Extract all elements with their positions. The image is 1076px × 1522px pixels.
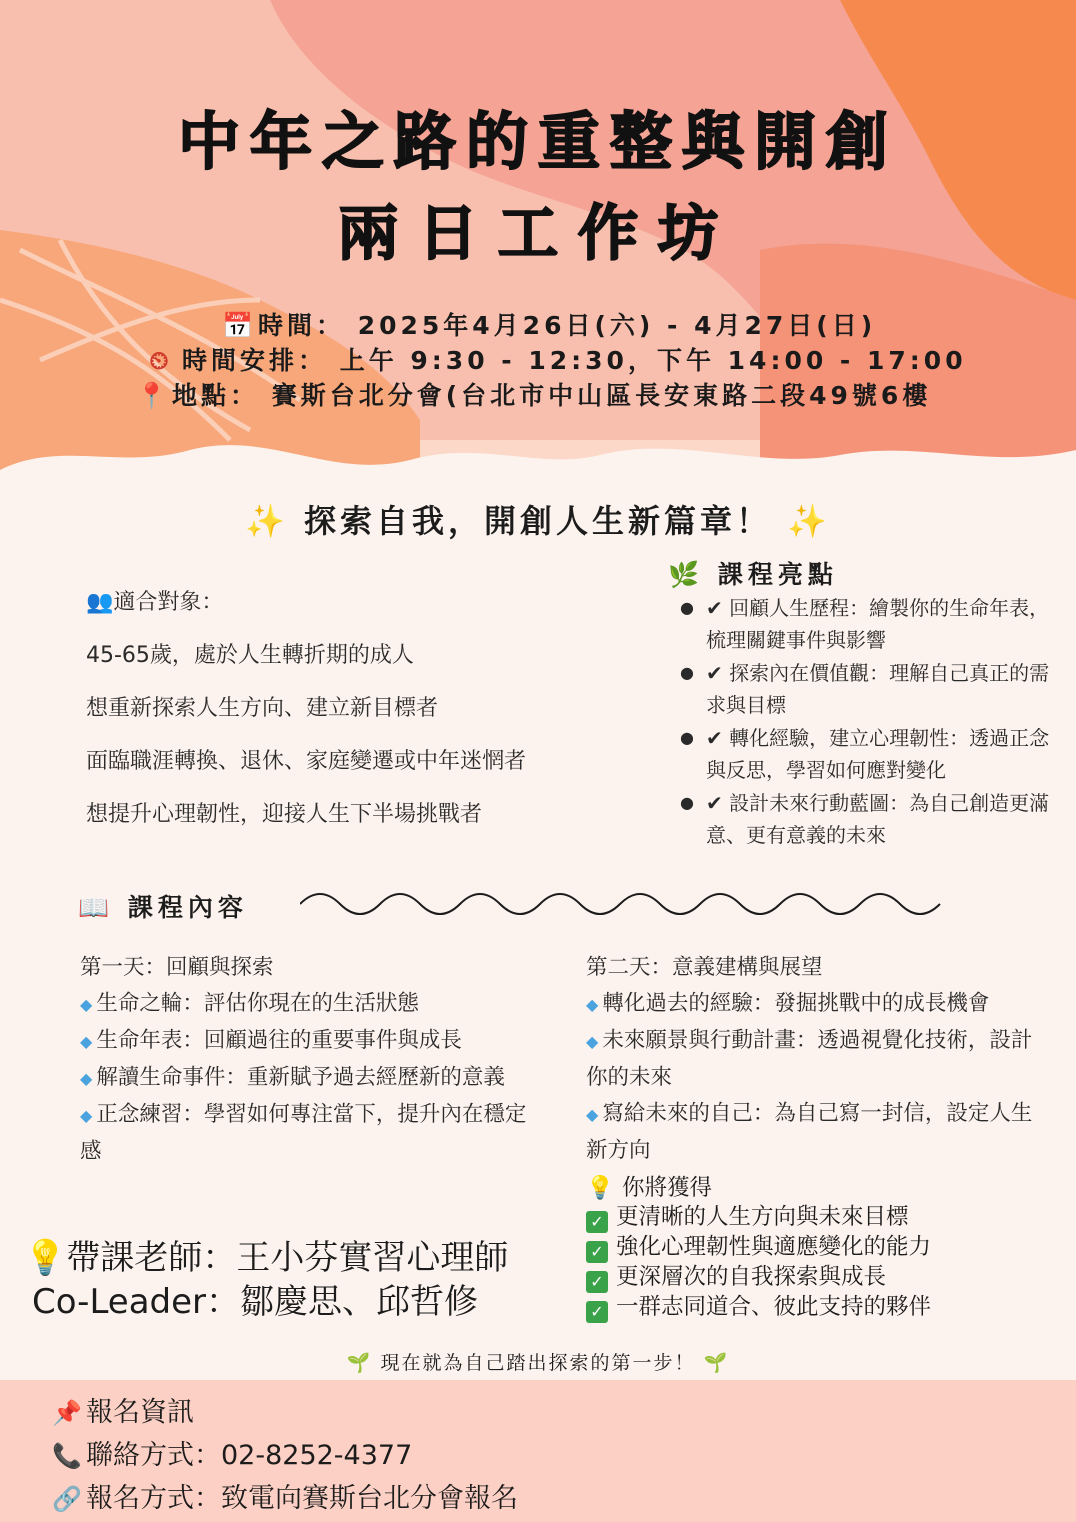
diamond-icon: ◆ <box>80 1069 93 1088</box>
content-heading-text: 課程內容 <box>127 893 248 922</box>
registration-heading <box>52 1390 194 1429</box>
audience-item: 45-65歲，處於人生轉折期的成人 <box>86 643 414 668</box>
calendar-icon: 📅 <box>222 311 254 340</box>
gain-item-text: 一群志同道合、彼此支持的夥伴 <box>616 1294 932 1320</box>
day2-title: 第二天：意義建構與展望 <box>586 955 823 980</box>
diamond-icon: ◆ <box>586 1105 599 1124</box>
leaf-icon: 🌿 <box>668 560 705 589</box>
sparkle-icon: ✨ <box>245 502 289 540</box>
highlight-text: ✔ 探索內在價值觀：理解自己真正的需求與目標 <box>706 661 1050 717</box>
day1-item <box>80 1060 540 1097</box>
highlight-item: ● ✔ 轉化經驗，建立心理韌性：透過正念與反思，學習如何應對變化 <box>680 722 1050 786</box>
diamond-icon: ◆ <box>80 995 93 1014</box>
highlight-item: ● ✔ 回顧人生歷程：繪製你的生命年表，梳理關鍵事件與影響 <box>680 592 1050 656</box>
audience-item: 面臨職涯轉換、退休、家庭變遷或中年迷惘者 <box>86 749 527 774</box>
highlight-item: ● ✔ 探索內在價值觀：理解自己真正的需求與目標 <box>680 657 1050 721</box>
contact-line <box>52 1433 412 1472</box>
diamond-icon: ◆ <box>80 1032 93 1051</box>
people-icon: 👥 <box>86 590 114 615</box>
gains-block <box>586 1174 931 1323</box>
sprout-icon: 🌱 <box>703 1352 730 1374</box>
co-leader-line: Co-Leader：鄒慶思、邱哲修 <box>32 1282 479 1322</box>
day1-item-text: 解讀生命事件：重新賦予過去經歷新的意義 <box>96 1065 505 1090</box>
page-title-line2: 兩日工作坊 <box>338 199 738 269</box>
event-schedule-text: 時間安排： 上午 9:30 - 12:30，下午 14:00 - 17:00 <box>182 346 967 375</box>
day1-block <box>80 950 540 1170</box>
slogan-text: 探索自我，開創人生新篇章！ <box>303 502 772 540</box>
gains-heading-text: 你將獲得 <box>622 1175 713 1201</box>
event-date-text: 時間： 2025年4月26日(六) - 4月27日(日) <box>258 311 877 340</box>
day1-item <box>80 1097 540 1170</box>
content-heading <box>78 888 248 924</box>
highlights-heading-text: 課程亮點 <box>717 560 838 589</box>
event-date <box>222 306 876 342</box>
checkbox-icon: ✓ <box>586 1301 608 1323</box>
registration-heading-text: 報名資訊 <box>86 1397 194 1428</box>
day1-item <box>80 1023 540 1060</box>
day1-item <box>80 986 540 1023</box>
day2-item <box>586 986 1046 1023</box>
diamond-icon: ◆ <box>80 1106 93 1125</box>
event-location <box>136 376 931 412</box>
audience-item: 想提升心理韌性，迎接人生下半場挑戰者 <box>86 802 483 827</box>
lightbulb-icon: 💡 <box>586 1175 615 1201</box>
phone-icon: 📞 <box>52 1442 82 1470</box>
sprout-icon: 🌱 <box>346 1352 373 1374</box>
highlight-text: ✔ 設計未來行動藍圖：為自己創造更滿意、更有意義的未來 <box>706 791 1050 847</box>
gain-item <box>586 1293 931 1323</box>
signup-line <box>52 1476 518 1515</box>
day1-item-text: 生命之輪：評估你現在的生活狀態 <box>96 991 419 1016</box>
checkbox-icon: ✓ <box>586 1271 608 1293</box>
checkbox-icon: ✓ <box>586 1241 608 1263</box>
teacher-block <box>24 1236 508 1324</box>
cta-text: 現在就為自己踏出探索的第一步！ <box>380 1352 696 1374</box>
day2-item <box>586 1023 1046 1096</box>
gain-item-text: 強化心理韌性與適應變化的能力 <box>616 1234 932 1260</box>
sparkle-icon: ✨ <box>787 502 831 540</box>
day2-item-text: 未來願景與行動計畫：透過視覺化技術，設計你的未來 <box>586 1028 1033 1090</box>
book-icon: 📖 <box>78 893 115 922</box>
link-icon: 🔗 <box>52 1485 82 1513</box>
gain-item-text: 更清晰的人生方向與未來目標 <box>616 1204 909 1230</box>
contact-text: 聯絡方式：02-8252-4377 <box>86 1440 413 1471</box>
pin-icon: 📍 <box>136 381 168 410</box>
day1-item-text: 正念練習：學習如何專注當下，提升內在穩定感 <box>80 1102 527 1164</box>
gain-item-text: 更深層次的自我探索與成長 <box>616 1264 887 1290</box>
day2-item <box>586 1096 1046 1169</box>
highlights-heading <box>668 555 838 591</box>
clock-icon: ⏲ <box>149 346 169 375</box>
event-schedule <box>146 341 967 377</box>
gain-item <box>586 1263 931 1293</box>
highlight-item: ● ✔ 設計未來行動藍圖：為自己創造更滿意、更有意義的未來 <box>680 787 1050 851</box>
slogan <box>0 496 1076 542</box>
lightbulb-icon: 💡 <box>24 1238 67 1278</box>
teacher-name: 帶課老師：王小芬實習心理師 <box>66 1238 509 1278</box>
diamond-icon: ◆ <box>586 995 599 1014</box>
gain-item <box>586 1233 931 1263</box>
event-location-text: 地點： 賽斯台北分會(台北市中山區長安東路二段49號6樓 <box>172 381 932 410</box>
page-title-line1: 中年之路的重整與開創 <box>177 105 898 178</box>
audience-heading-text: 適合對象： <box>113 590 224 615</box>
day2-item-text: 轉化過去的經驗：發掘挑戰中的成長機會 <box>602 991 990 1016</box>
highlight-text: ✔ 回顧人生歷程：繪製你的生命年表，梳理關鍵事件與影響 <box>706 596 1050 652</box>
checkbox-icon: ✓ <box>586 1211 608 1233</box>
audience-item: 想重新探索人生方向、建立新目標者 <box>86 696 439 721</box>
gain-item <box>586 1203 931 1233</box>
day2-block <box>586 950 1046 1169</box>
registration-footer <box>0 1380 1076 1522</box>
audience-heading <box>86 585 223 616</box>
pushpin-icon: 📌 <box>52 1399 82 1427</box>
teacher-line <box>24 1236 508 1280</box>
call-to-action <box>0 1348 1076 1375</box>
day1-item-text: 生命年表：回顧過往的重要事件與成長 <box>96 1028 462 1053</box>
signup-text: 報名方式：致電向賽斯台北分會報名 <box>86 1483 518 1514</box>
wavy-divider <box>300 884 950 924</box>
day1-title: 第一天：回顧與探索 <box>80 955 274 980</box>
highlight-text: ✔ 轉化經驗，建立心理韌性：透過正念與反思，學習如何應對變化 <box>706 726 1050 782</box>
diamond-icon: ◆ <box>586 1032 599 1051</box>
day2-item-text: 寫給未來的自己：為自己寫一封信，設定人生新方向 <box>586 1101 1033 1163</box>
gains-heading <box>586 1174 931 1203</box>
